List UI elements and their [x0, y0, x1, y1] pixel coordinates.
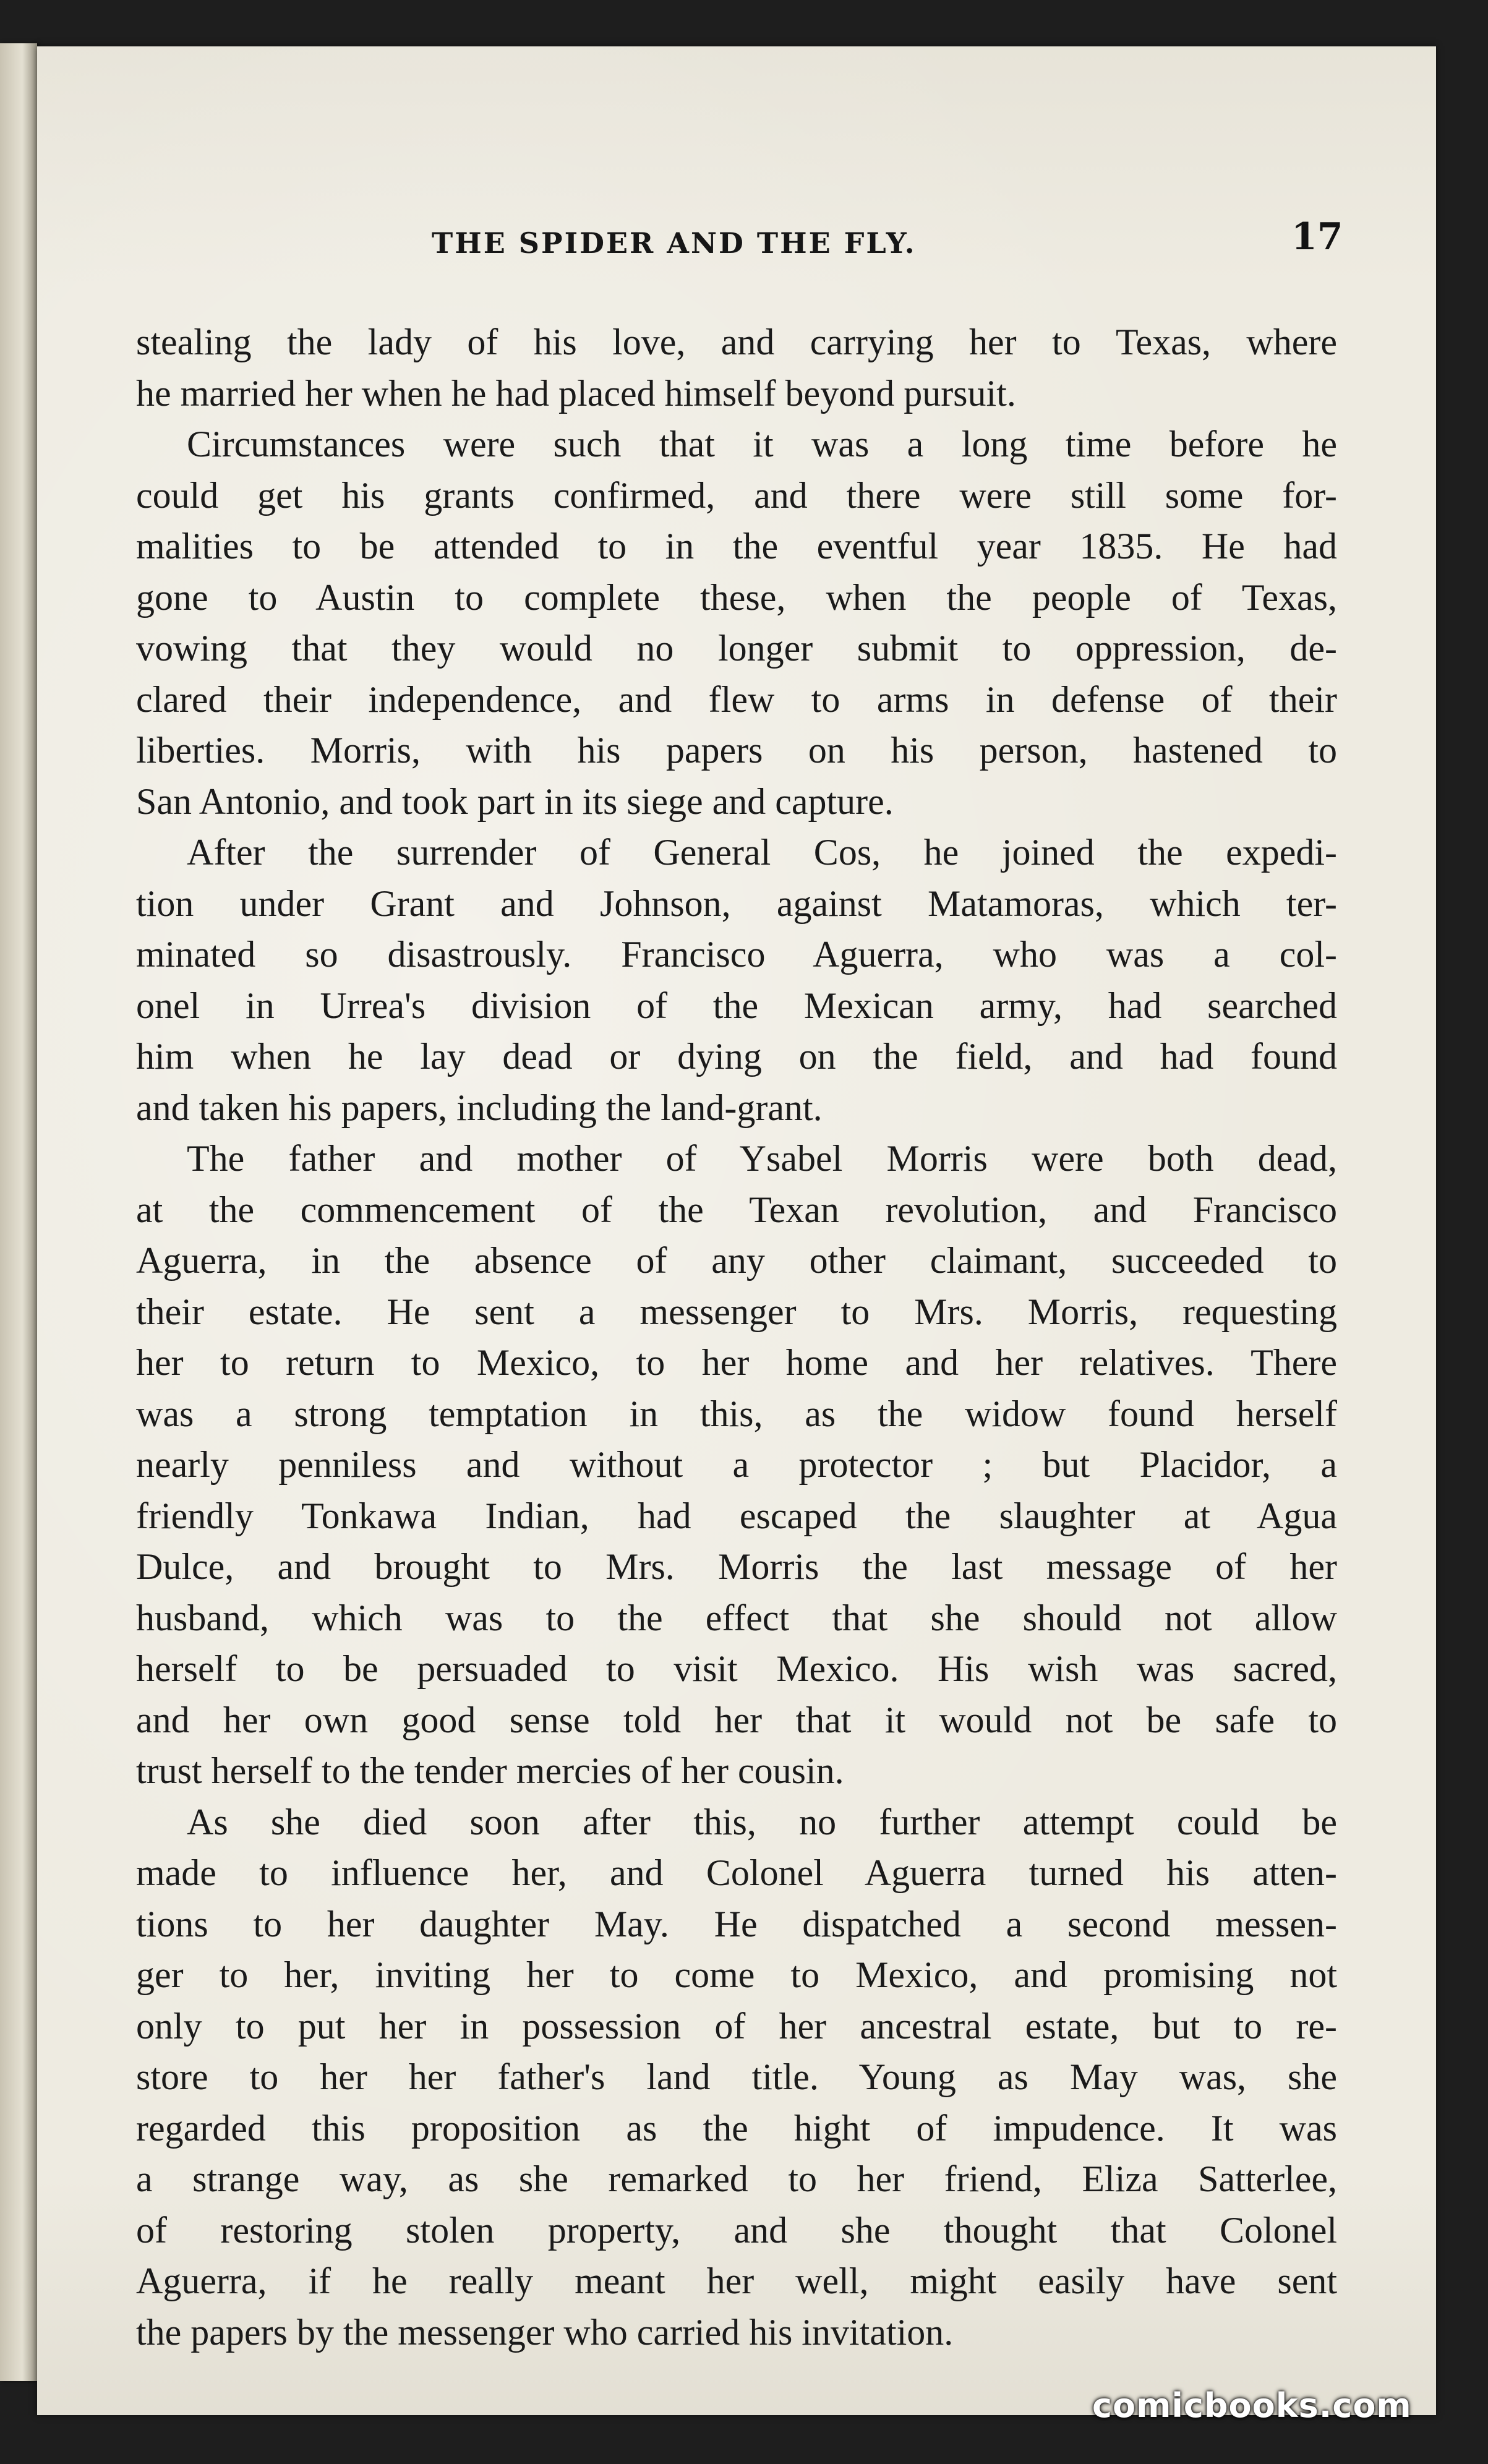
text-line: and her own good sense told her that it would not be safe to [136, 1699, 1337, 1740]
text-line: stealing the lady of his love, and carrying her to Texas, where [136, 322, 1337, 362]
text-line: him when he lay dead or dying on the field, and had found [136, 1036, 1337, 1077]
text-line: store to her her father's land title. Young as May was, she [136, 2056, 1337, 2097]
text-line: Circumstances were such that it was a long time before he [187, 424, 1337, 464]
text-line: a strange way, as she remarked to her friend, Eliza Satterlee, [136, 2158, 1337, 2199]
text-line: liberties. Morris, with his papers on his person, hastened to [136, 730, 1337, 771]
text-line: trust herself to the tender mercies of her cousin. [136, 1750, 844, 1791]
text-line: ger to her, inviting her to come to Mexico, and promising not [136, 1954, 1337, 1995]
text-line: clared their independence, and flew to arms in defense of their [136, 678, 1337, 720]
page-number: 17 [1291, 215, 1343, 259]
text-line: The father and mother of Ysabel Morris were both dead, [187, 1138, 1337, 1179]
text-line: of restoring stolen property, and she thought that Colonel [136, 2209, 1337, 2251]
text-line: Dulce, and brought to Mrs. Morris the last message of her [136, 1546, 1337, 1587]
text-line: tion under Grant and Johnson, against Matamoras, which ter- [136, 883, 1337, 924]
running-head: THE SPIDER AND THE FLY. [432, 226, 917, 260]
text-line: herself to be persuaded to visit Mexico. His wish was sacred, [136, 1648, 1337, 1689]
book-page [37, 46, 1436, 2415]
text-line: Aguerra, if he really meant her well, might easily have sent [136, 2261, 1337, 2301]
text-line: their estate. He sent a messenger to Mrs. Morris, requesting [136, 1291, 1337, 1332]
text-line: Aguerra, in the absence of any other claimant, succeeded to [136, 1240, 1337, 1281]
text-line: After the surrender of General Cos, he joined the expedi- [187, 832, 1337, 873]
text-line: nearly penniless and without a protector ; but Placidor, a [136, 1444, 1337, 1485]
text-line: minated so disastrously. Francisco Aguerra, who was a col- [136, 934, 1337, 975]
text-line: regarded this proposition as the hight of impudence. It was [136, 2107, 1337, 2149]
left-page-edge [0, 43, 37, 2381]
text-line: was a strong temptation in this, as the widow found herself [136, 1393, 1337, 1434]
text-line: tions to her daughter May. He dispatched a second messen- [136, 1903, 1337, 1944]
text-line: and taken his papers, including the land-grant. [136, 1087, 823, 1128]
text-line: he married her when he had placed himself beyond pursuit. [136, 372, 1016, 414]
text-line: vowing that they would no longer submit to oppression, de- [136, 628, 1337, 669]
text-line: her to return to Mexico, to her home and her relatives. There [136, 1342, 1337, 1383]
text-line: the papers by the messenger who carried his invitation. [136, 2311, 954, 2353]
text-line: As she died soon after this, no further attempt could be [187, 1801, 1337, 1842]
body-text [136, 317, 1337, 2358]
text-line: San Antonio, and took part in its siege and capture. [136, 781, 894, 822]
text-line: husband, which was to the effect that she should not allow [136, 1597, 1337, 1638]
text-line: could get his grants confirmed, and there were still some for- [136, 474, 1337, 516]
text-line: only to put her in possession of her ancestral estate, but to re- [136, 2005, 1337, 2047]
text-line: malities to be attended to in the eventful year 1835. He had [136, 526, 1337, 567]
text-line: friendly Tonkawa Indian, had escaped the slaughter at Agua [136, 1495, 1337, 1536]
text-line: at the commencement of the Texan revolution, and Francisco [136, 1189, 1337, 1230]
watermark-logo: comicbooks.com [1092, 2386, 1412, 2425]
text-line: gone to Austin to complete these, when the people of Texas, [136, 576, 1337, 618]
text-line: made to influence her, and Colonel Aguerra turned his atten- [136, 1852, 1337, 1893]
text-line: onel in Urrea's division of the Mexican army, had searched [136, 985, 1337, 1026]
